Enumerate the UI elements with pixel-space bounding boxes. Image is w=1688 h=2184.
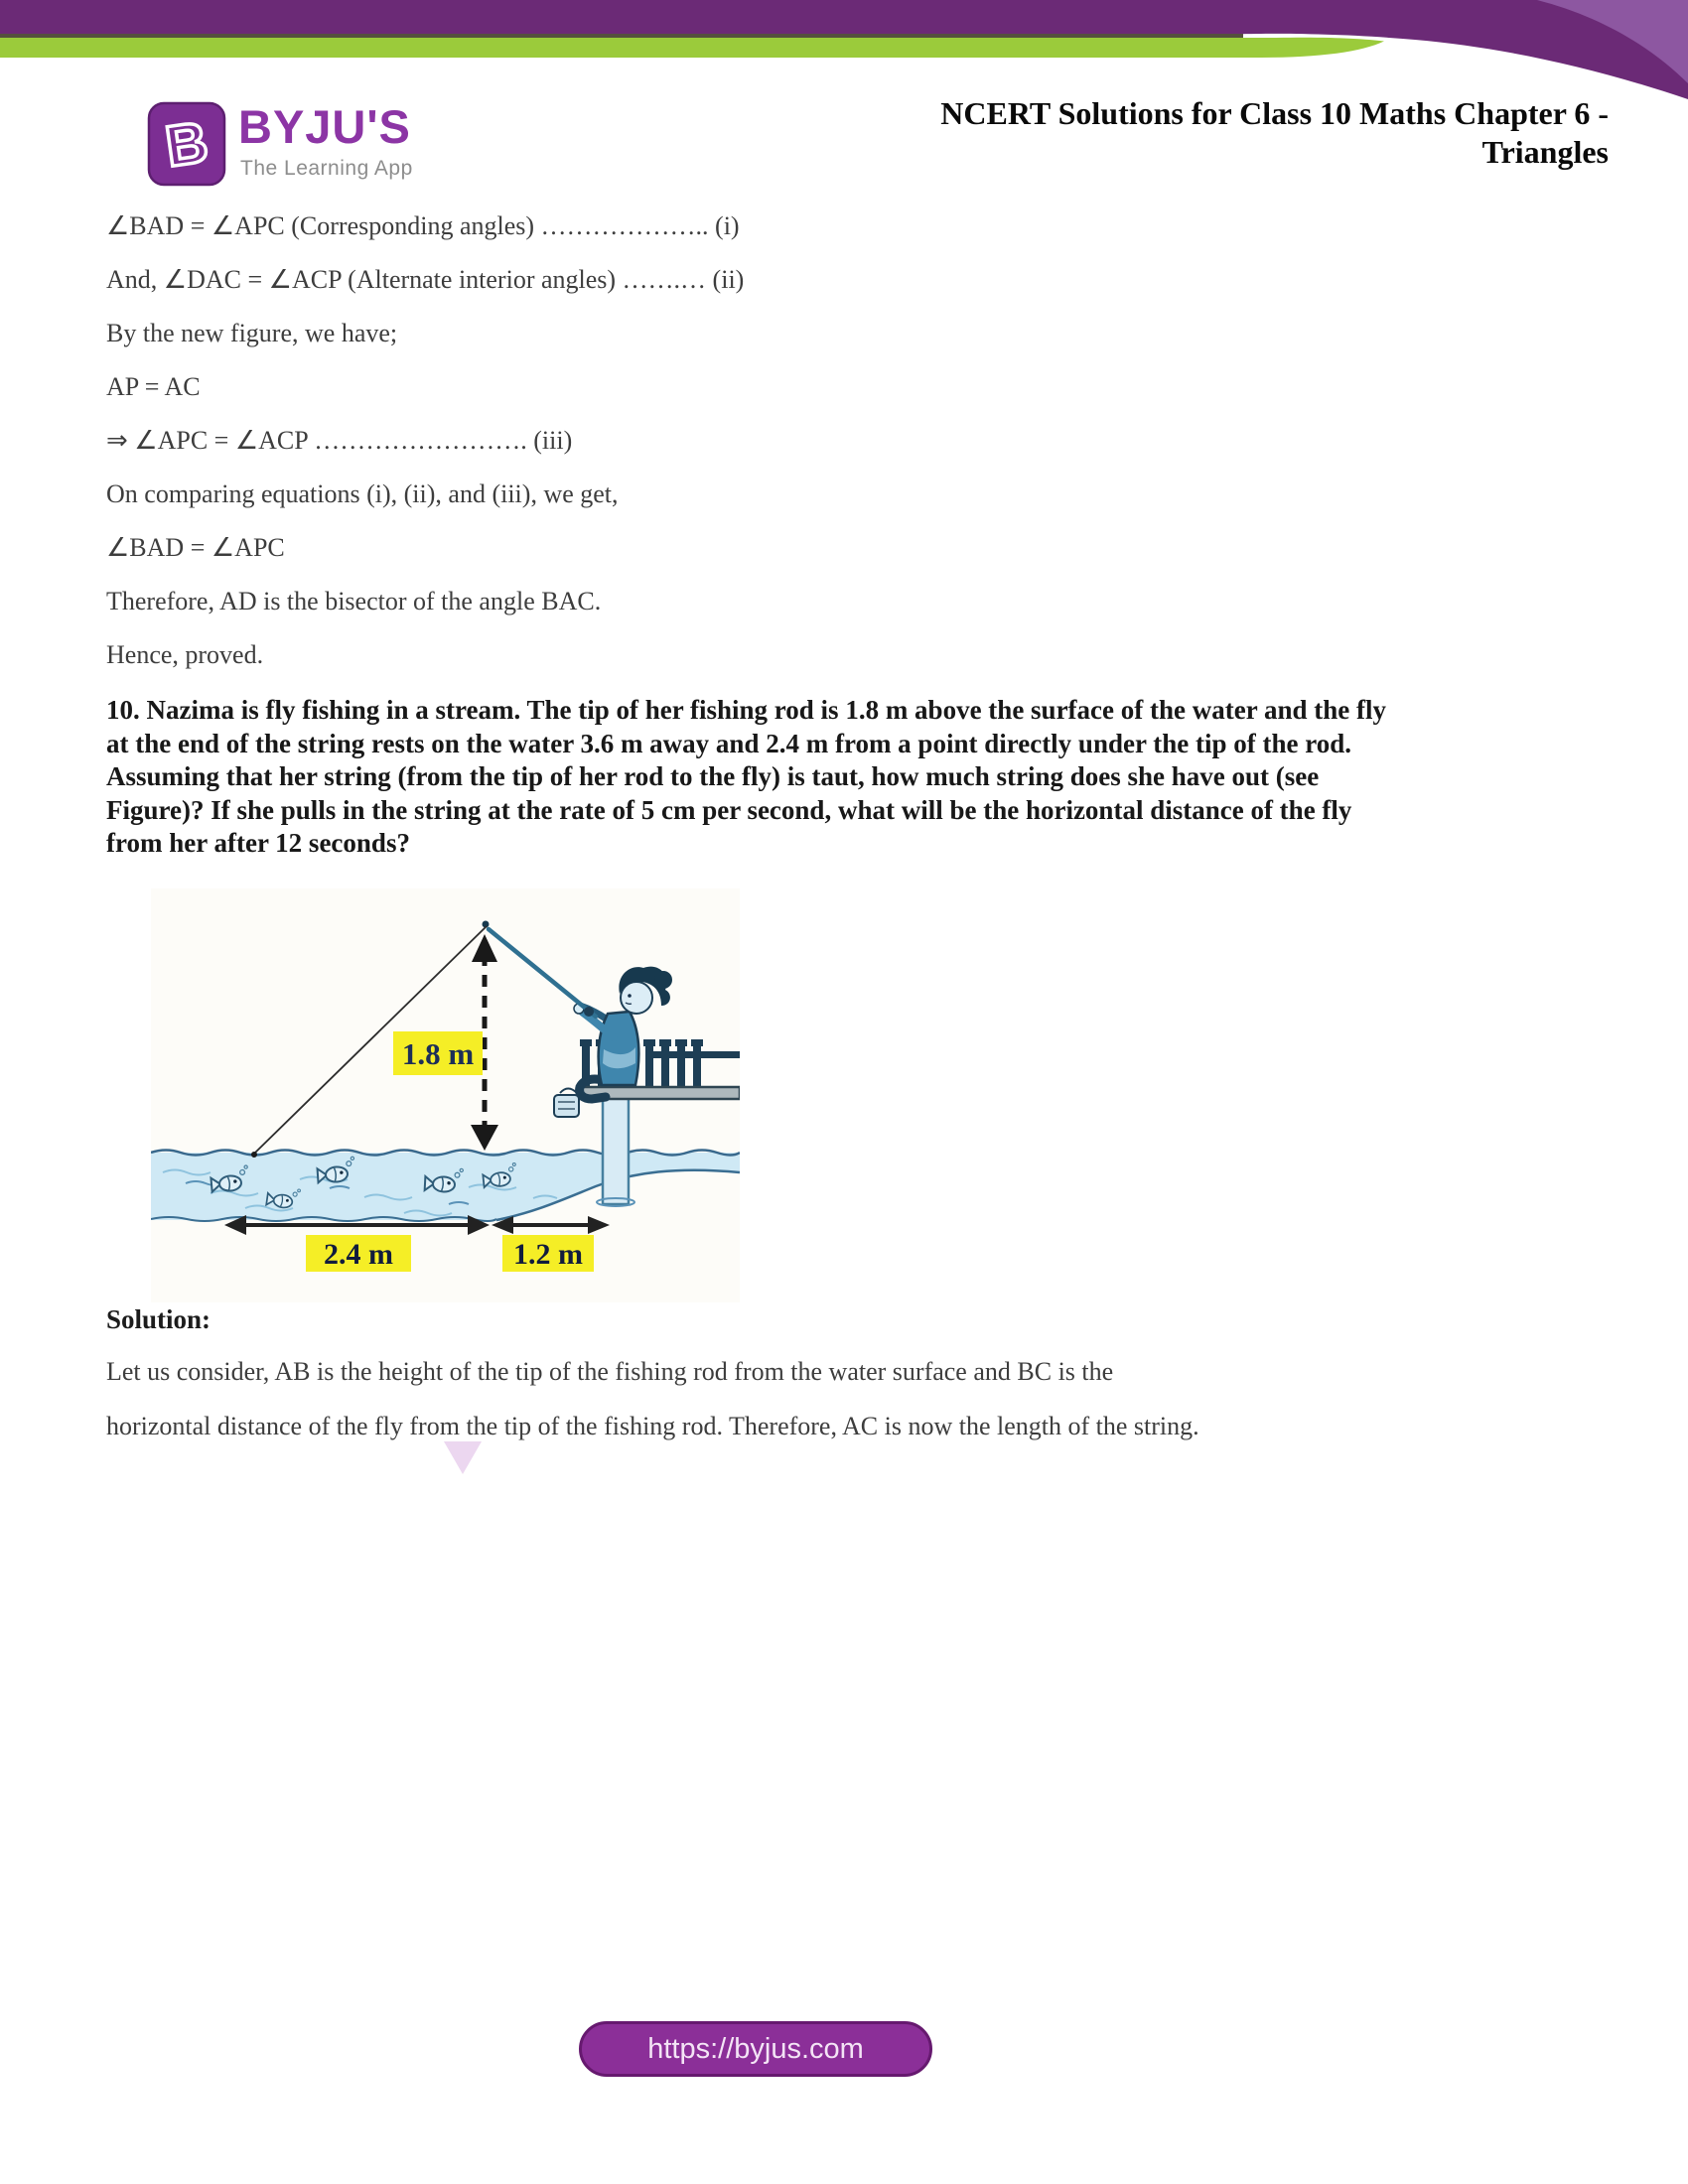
- svg-text:2.4 m: 2.4 m: [324, 1238, 393, 1271]
- byjus-b-icon: [147, 101, 226, 187]
- question-10-text: [106, 694, 1516, 861]
- proof-line: AP = AC: [106, 372, 201, 401]
- proof-line: ⇒ ∠APC = ∠ACP ……………………. (iii): [106, 426, 573, 455]
- proof-line: ∠BAD = ∠APC: [106, 533, 285, 562]
- solution-heading: Solution:: [106, 1304, 211, 1334]
- solution-line: horizontal distance of the fly from the tip of the fishing rod. Therefore, AC is now the length of the string.: [106, 1412, 1199, 1440]
- page-title-line1: NCERT Solutions for Class 10 Maths Chapter 6 -: [940, 95, 1609, 131]
- proof-line: And, ∠DAC = ∠ACP (Alternate interior angles) …….… (ii): [106, 265, 745, 294]
- footer-url-text: https://byjus.com: [647, 2032, 864, 2065]
- byjus-logo: [147, 99, 485, 204]
- distance-left-label: [306, 1235, 411, 1272]
- question-line: from her after 12 seconds?: [106, 828, 410, 858]
- proof-line: Hence, proved.: [106, 640, 264, 669]
- fly-dot: [251, 1152, 257, 1158]
- logo-tagline: The Learning App: [240, 157, 413, 180]
- solution-text: [106, 1358, 1516, 1467]
- proof-line: ∠BAD = ∠APC (Corresponding angles) ……………….. (i): [106, 211, 740, 240]
- page-title: [814, 94, 1609, 172]
- banner-green-band: [0, 38, 1384, 58]
- question-line: Figure)? If she pulls in the string at the rate of 5 cm per second, what will be the horizontal distance of the fly: [106, 794, 1352, 825]
- watermark-triangle-icon: [444, 1441, 482, 1474]
- proof-line: By the new figure, we have;: [106, 319, 398, 347]
- basket: [554, 1095, 579, 1117]
- question-line: Assuming that her string (from the tip of her rod to the fly) is taut, how much string does she have out (see: [106, 761, 1320, 791]
- question-line: 10. Nazima is fly fishing in a stream. The tip of her fishing rod is 1.8 m above the surface of the water and the fly: [106, 695, 1386, 725]
- proof-line: Therefore, AD is the bisector of the angle BAC.: [106, 587, 602, 615]
- page-title-line2: Triangles: [1481, 134, 1609, 170]
- svg-text:1.2 m: 1.2 m: [513, 1238, 583, 1271]
- question-line: at the end of the string rests on the water 3.6 m away and 2.4 m from a point directly under the tip of the rod.: [106, 728, 1351, 758]
- proof-line: On comparing equations (i), (ii), and (iii), we get,: [106, 479, 619, 508]
- fishing-figure: [151, 888, 740, 1302]
- distance-right-label: [502, 1235, 594, 1272]
- logo-b-letter: B: [161, 109, 212, 180]
- logo-wordmark: BYJU'S: [238, 100, 411, 153]
- footer-url-pill[interactable]: [579, 2021, 932, 2077]
- svg-text:1.8 m: 1.8 m: [401, 1036, 475, 1071]
- solution-line: Let us consider, AB is the height of the tip of the fishing rod from the water surface and BC is the: [106, 1357, 1114, 1386]
- height-label: [393, 1031, 483, 1075]
- proof-text: [106, 212, 1516, 695]
